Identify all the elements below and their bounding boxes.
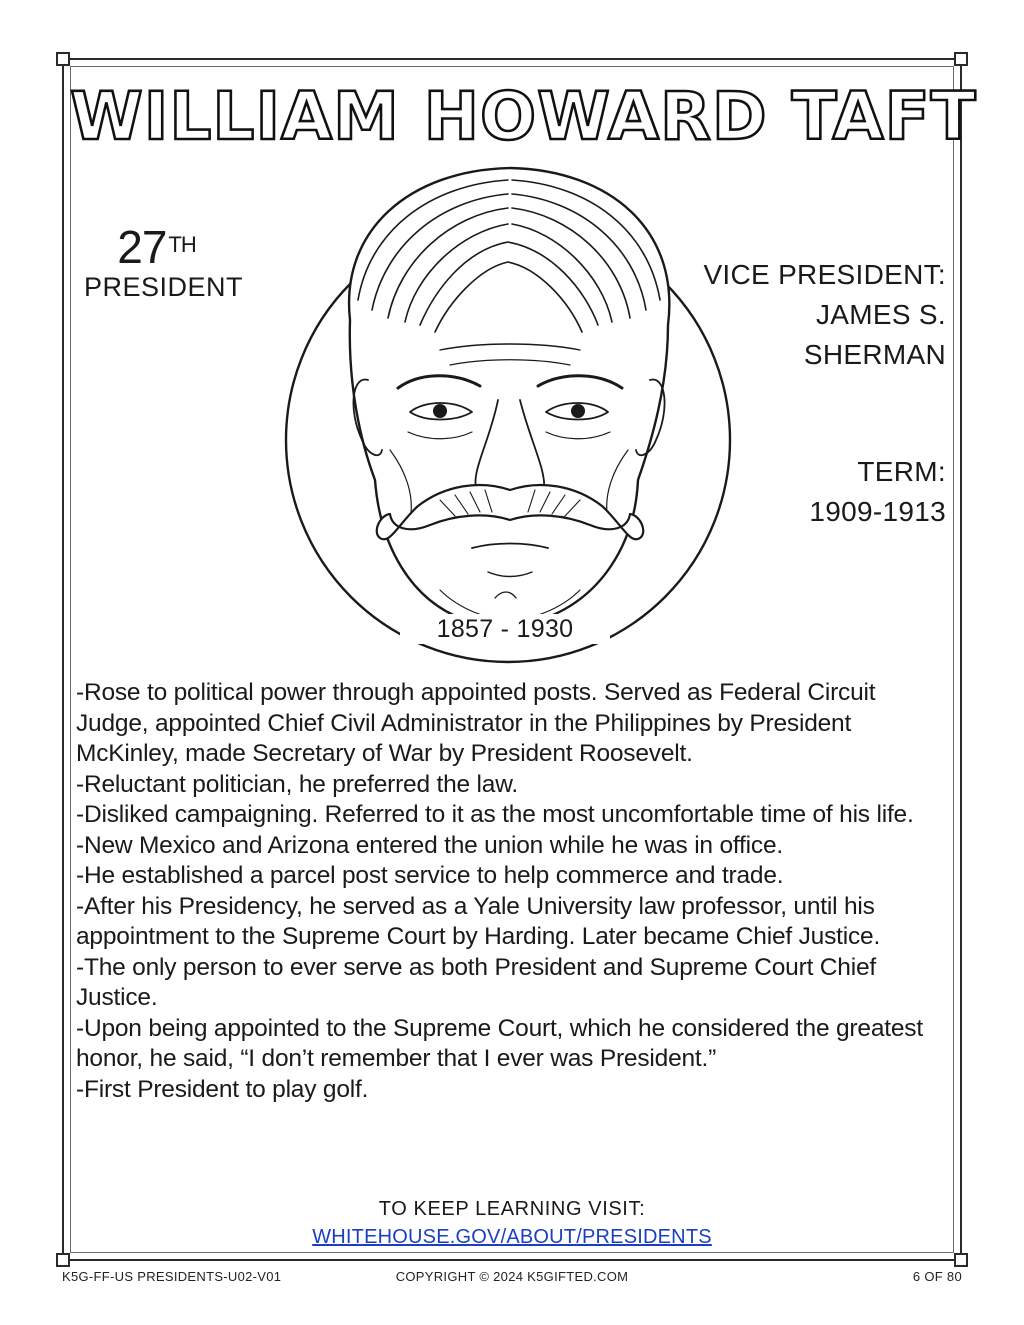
fact-line: -He established a parcel post service to help commerce and trade. bbox=[76, 862, 784, 889]
whitehouse-link[interactable]: WHITEHOUSE.GOV/ABOUT/PRESIDENTS bbox=[312, 1226, 712, 1248]
border-corner-bottom-right bbox=[954, 1253, 968, 1267]
fact-line: -Disliked campaigning. Referred to it as the most uncomfortable time of his life. bbox=[76, 801, 914, 828]
fact-line: Judge, appointed Chief Civil Administrator in the Philippines by President bbox=[76, 709, 852, 737]
fact-line: appointment to the Supreme Court by Harding. Later became Chief Justice. bbox=[76, 923, 881, 950]
ordinal-label: PRESIDENT bbox=[84, 272, 244, 302]
fact-line: -First President to play golf. bbox=[76, 1075, 369, 1103]
footer-page-number: 6 OF 80 bbox=[912, 1269, 962, 1284]
portrait-illustration bbox=[240, 150, 780, 670]
vice-president-name-line1: JAMES S. bbox=[816, 299, 946, 330]
footer-code: K5G-FF-US PRESIDENTS-U02-V01 bbox=[62, 1269, 282, 1284]
page-title: WILLIAM HOWARD TAFT bbox=[70, 78, 977, 155]
facts-list bbox=[76, 678, 956, 1105]
term-years: 1909-1913 bbox=[809, 496, 946, 527]
ordinal-number: 27 bbox=[117, 221, 167, 273]
vice-president-label: VICE PRESIDENT: bbox=[703, 259, 946, 290]
vice-president-name-line2: SHERMAN bbox=[803, 339, 946, 370]
fact-line: -Rose to political power through appointed posts. Served as Federal Circuit bbox=[76, 679, 876, 706]
border-corner-bottom-left bbox=[56, 1253, 70, 1267]
term-label: TERM: bbox=[857, 456, 946, 487]
fact-line: -After his Presidency, he served as a Yale University law professor, until his bbox=[76, 892, 875, 920]
fact-line: -Reluctant politician, he preferred the law. bbox=[76, 770, 518, 798]
president-number bbox=[84, 221, 244, 302]
fact-line: honor, he said, “I don’t remember that I ever was President.” bbox=[76, 1045, 717, 1072]
border-corner-top-right bbox=[954, 52, 968, 66]
fact-line: McKinley, made Secretary of War by President Roosevelt. bbox=[76, 740, 693, 767]
ordinal-suffix: TH bbox=[168, 232, 196, 257]
fact-line: -Upon being appointed to the Supreme Court, which he considered the greatest bbox=[76, 1014, 923, 1042]
fact-line: -New Mexico and Arizona entered the union while he was in office. bbox=[76, 831, 783, 859]
lifespan-dates: 1857 - 1930 bbox=[400, 614, 610, 644]
keep-learning-label: TO KEEP LEARNING VISIT: bbox=[378, 1198, 646, 1220]
border-corner-top-left bbox=[56, 52, 70, 66]
footer-copyright: COPYRIGHT © 2024 K5GIFTED.COM bbox=[395, 1269, 629, 1284]
vice-president-block bbox=[690, 255, 946, 375]
fact-line: -The only person to ever serve as both President and Supreme Court Chief bbox=[76, 953, 876, 981]
term-block bbox=[730, 452, 946, 532]
fact-line: Justice. bbox=[76, 984, 158, 1011]
